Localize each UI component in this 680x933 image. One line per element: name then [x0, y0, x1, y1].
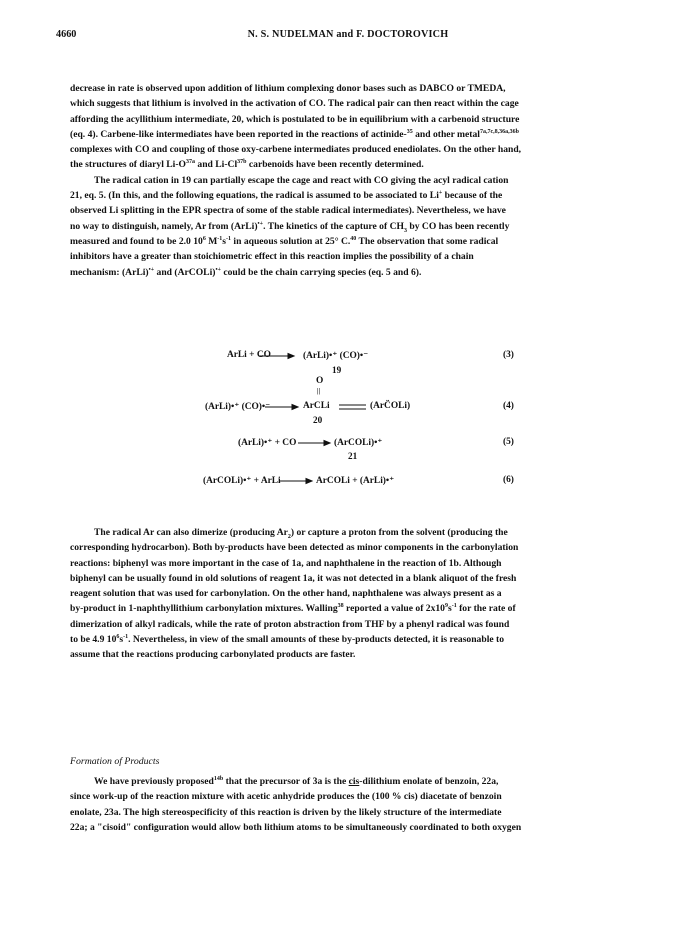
arrow-head	[288, 354, 294, 359]
reaction-scheme	[0, 340, 680, 500]
text-line: by-product in 1-naphthyllithium carbonylation mixtures. Walling$^{38}$ reported a value of $2x10^9s^{-1}$ for the rate of	[70, 603, 516, 615]
reference-superscript: 38	[337, 603, 344, 610]
text-line: since work-up of the reaction mixture with acetic anhydride produces the (100 % cis) diacetate of benzoin	[70, 791, 502, 803]
compound-number: 19	[332, 365, 342, 375]
carbonyl-double-bond: ||	[317, 387, 321, 395]
page-number: 4660	[56, 29, 77, 40]
text-line: inhibitors have a greater than stoichiometric effect in this reaction implies the possibility of a chain	[70, 251, 474, 263]
paragraph-formation-products	[70, 774, 636, 835]
text-line: dimerization of alkyl radicals, while the rate of proton abstraction from THF by a phenyl radical was found	[70, 618, 510, 630]
text-line: corresponding hydrocarbon). Both by-products have been detected as minor components in the carbonylation	[70, 542, 519, 554]
eq6-reactants: (ArCOLi)•⁺ + ArLi	[203, 476, 281, 486]
text-line: We have previously proposed$^{14b}$ that the precursor of 3a is the cis-dilithium enolate of benzoin, 22a,	[94, 775, 499, 787]
text-line: decrease in rate is observed upon addition of lithium complexing donor bases such as DABCO or TMEDA,	[70, 83, 506, 94]
text-line: affording the acyllithium intermediate, 20, which is postulated to be in equilibrium with a carbenoid structure	[70, 113, 520, 125]
carbonyl-oxygen: O	[316, 376, 324, 386]
text-line: 22a; a "cisoid" configuration would allow both lithium atoms to be simultaneously coordinated to both oxygen	[70, 821, 522, 833]
equation-number: (4)	[503, 401, 514, 411]
arrow-head	[324, 441, 330, 446]
text-line: which suggests that lithium is involved in the activation of CO. The radical pair can then react within the cage	[70, 98, 519, 110]
equation-number: (5)	[503, 437, 514, 447]
compound-number: 20	[313, 415, 323, 425]
carbenoid-structure: (ArC̈OLi)	[370, 401, 411, 411]
text-line: measured and found to be 2.0 $10^6$ $M^{-1}s^{-1}$ in aqueous solution at 25° C.$^{40}$ The observation that some radical	[70, 235, 499, 247]
arrow-head	[292, 405, 298, 410]
text-line: to be 4.9 $10^6s^{-1}$. Nevertheless, in view of the small amounts of these by-products detected, it is reasonable to	[70, 633, 505, 646]
text-line: The radical cation in 19 can partially escape the cage and react with CO giving the acyl radical cation	[94, 174, 509, 186]
text-line: reactions: biphenyl was more important in the case of 1a, and naphthalene in the reaction of 1b. Although	[70, 557, 502, 569]
eq3-reactants: ArLi + CO	[227, 350, 271, 360]
text-line: enolate, 23a. The high stereospecificity of this reaction is driven by the likely structure of the intermediate	[70, 806, 502, 818]
text-line: mechanism: (ArLi)•+ and (ArCOLi)•+ could be the chain carrying species (eq. 5 and 6).	[70, 266, 422, 278]
paragraph-byproducts	[70, 525, 636, 663]
reference-superscript: 14b	[213, 775, 224, 782]
text-line: reagent solution that was used for carbonylation. On the other hand, naphthalene was always present as a	[70, 588, 502, 600]
text-line: no way to distinguish, namely, Ar from (ArLi)•+. The kinetics of the capture of $CH_3$ by CO has been recently	[70, 220, 510, 234]
equation-number: (6)	[503, 475, 514, 485]
text-line: (eq. 4). Carbene-like intermediates have been reported in the reactions of actinide-$^{35}$ and other metal$^{7a,7c,8,36a,36b}$	[70, 128, 519, 140]
text-line: assume that the reactions producing carbonylated products are faster.	[70, 649, 356, 661]
arrow-head	[306, 479, 312, 484]
reference-superscript: 40	[350, 235, 357, 242]
text-line: the structures of diaryl $Li-O^{37a}$ and $Li-Cl^{37b}$ carbenoids have been recently determined.	[70, 159, 424, 171]
eq5-reactants: (ArLi)•⁺ + CO	[238, 438, 297, 448]
reference-superscript: 35	[406, 128, 413, 135]
paragraph-radical-pair	[70, 81, 636, 280]
eq3-products: (ArLi)•⁺ (CO)•⁻	[303, 351, 369, 361]
compound-number: 21	[348, 451, 358, 461]
author-line: N. S. NUDELMAN and F. DOCTOROVICH	[247, 29, 449, 40]
equation-number: (3)	[503, 350, 514, 360]
text-line: complexes with CO and coupling of those oxy-carbene intermediates produced enediolates. On the other hand,	[70, 144, 522, 156]
text-line: The radical Ar can also dimerize (producing $Ar_2$) or capture a proton from the solvent (producing the	[94, 527, 508, 540]
acyllithium-product: ArCLi	[303, 401, 330, 411]
reference-superscript: 37a	[186, 159, 196, 166]
eq5-products: (ArCOLi)•⁺	[334, 438, 383, 448]
text-line: 21, eq. 5. (In this, and the following equations, the radical is assumed to be associated to Li+ because of the	[70, 189, 503, 202]
reference-superscript: 37b	[237, 159, 247, 166]
reference-superscript: 7a,7c,8,36a,36b	[479, 128, 519, 135]
eq4-reactants: (ArLi)•⁺ (CO)•⁻	[205, 402, 271, 412]
section-heading: Formation of Products	[70, 756, 160, 767]
text-line: biphenyl can be usually found in old solutions of reagent 1a, it was not detected in a blank aliquot of the fresh	[70, 572, 517, 584]
running-header	[56, 29, 640, 45]
text-line: observed Li splitting in the EPR spectra of some of the stable radical intermediates). Nevertheless, we have	[70, 205, 506, 217]
eq6-products: ArCOLi + (ArLi)•⁺	[316, 476, 395, 486]
